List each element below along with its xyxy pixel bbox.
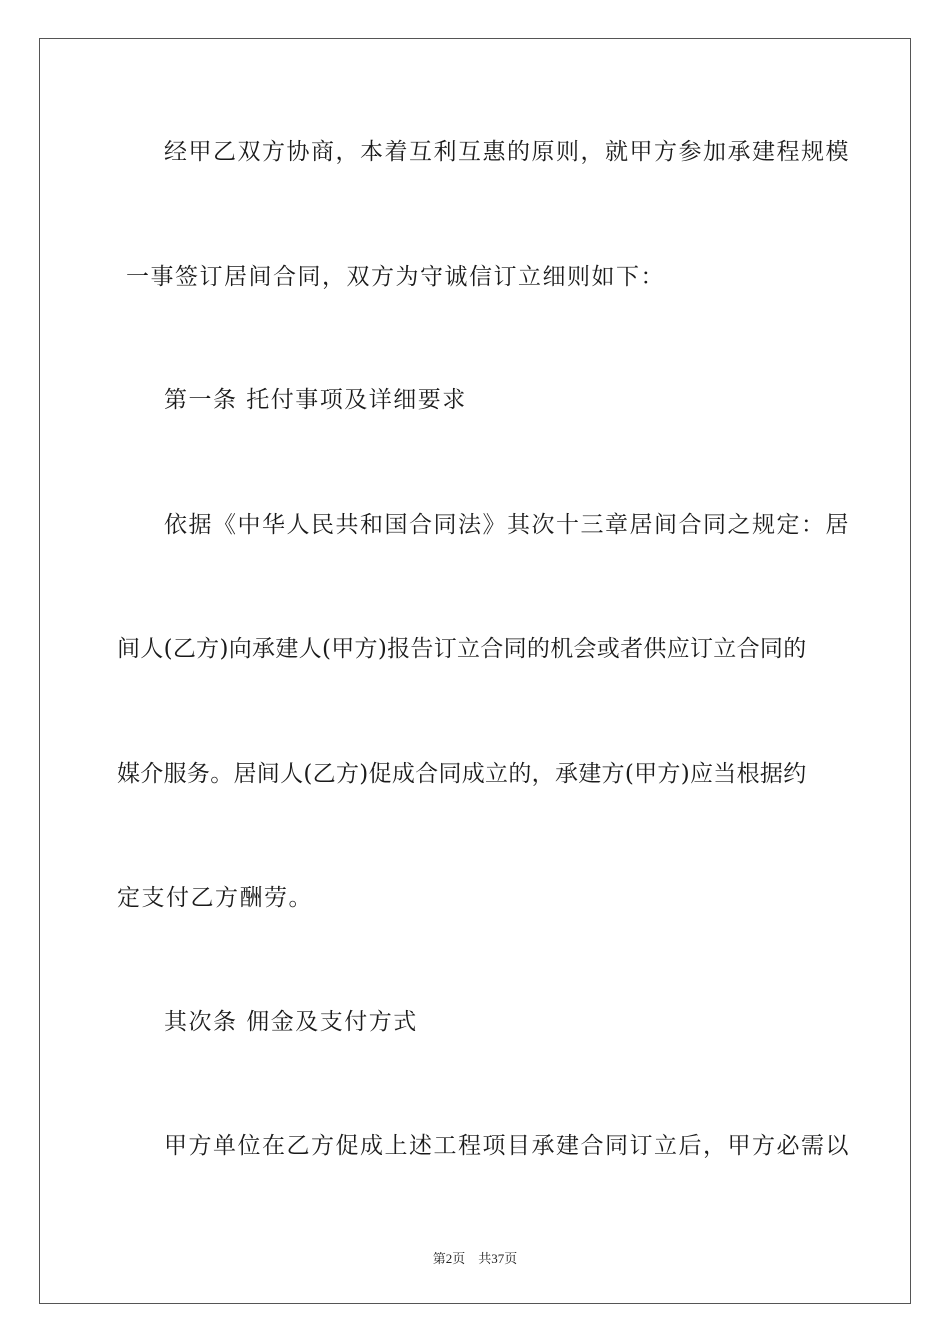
- paragraph-line-7: 甲方单位在乙方促成上述工程项目承建合同订立后，甲方必需以: [164, 1133, 850, 1159]
- total-pages: 共37页: [478, 1251, 518, 1266]
- paragraph-line-2: 一事签订居间合同，双方为守诚信订立细则如下：: [126, 264, 665, 290]
- paragraph-line-3: 依据《中华人民共和国合同法》其次十三章居间合同之规定：居: [164, 512, 850, 538]
- article-1-heading: 第一条 托付事项及详细要求: [164, 387, 467, 413]
- paragraph-line-1: 经甲乙双方协商，本着互利互惠的原则，就甲方参加承建程规模: [164, 139, 850, 165]
- paragraph-line-6: 定支付乙方酬劳。: [117, 885, 313, 911]
- paragraph-line-4: 间人(乙方)向承建人(甲方)报告订立合同的机会或者供应订立合同的: [117, 636, 807, 662]
- page-number: 第2页: [432, 1251, 466, 1266]
- article-2-heading: 其次条 佣金及支付方式: [164, 1009, 418, 1035]
- page-footer: [0, 1248, 950, 1267]
- paragraph-line-5: 媒介服务。居间人(乙方)促成合同成立的，承建方(甲方)应当根据约: [117, 761, 807, 787]
- page-border: [39, 38, 911, 1304]
